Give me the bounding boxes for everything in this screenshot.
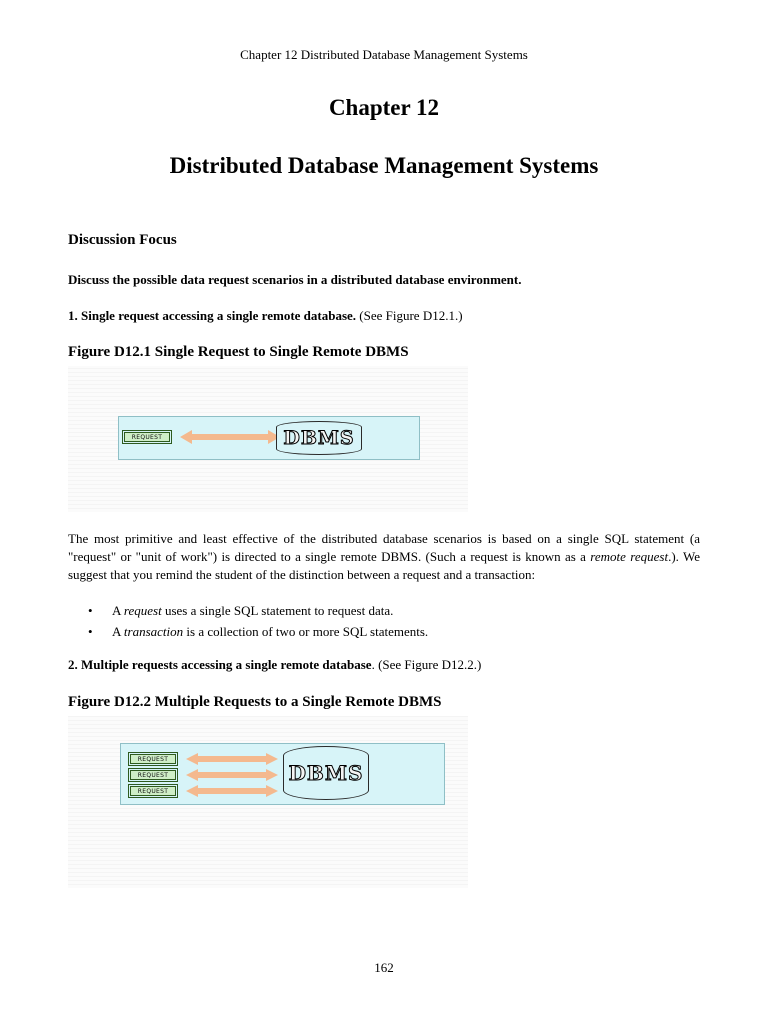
bidirectional-arrow (180, 428, 280, 446)
scenario-1-lead: 1. Single request accessing a single remote database. (68, 308, 357, 323)
request-box: REQUEST (130, 770, 176, 780)
discussion-question: Discuss the possible data request scenarios in a distributed database environment. (68, 272, 522, 287)
scenario-2-ref: . (See Figure D12.2.) (371, 657, 482, 672)
request-box: REQUEST (130, 786, 176, 796)
chapter-number: Chapter 12 (328, 95, 440, 120)
request-box: REQUEST (124, 432, 170, 442)
figure-2-caption: Figure D12.2 Multiple Requests to a Single Remote DBMS (68, 694, 442, 710)
figure-1-caption: Figure D12.1 Single Request to Single Remote DBMS (68, 344, 409, 360)
chapter-title: Distributed Database Management Systems (169, 153, 599, 178)
scenario-2 (68, 657, 481, 673)
bullet-list (88, 603, 428, 645)
bullet-icon: • (88, 624, 93, 639)
running-header: Chapter 12 Distributed Database Management Systems (240, 47, 528, 62)
bullet-request: • A request uses a single SQL statement to request data. (88, 603, 394, 618)
scenario-1 (68, 308, 463, 324)
scenario-2-lead: 2. Multiple requests accessing a single remote database (68, 657, 372, 672)
figure-1 (68, 366, 468, 512)
section-heading: Discussion Focus (68, 232, 177, 248)
dbms-label: DBMS (288, 761, 364, 785)
page-number: 162 (374, 960, 394, 975)
remote-request-term: remote request (590, 549, 669, 564)
bidirectional-arrows (186, 750, 278, 800)
request-box: REQUEST (130, 754, 176, 764)
dbms-cylinder (276, 421, 362, 455)
figure-2 (68, 716, 468, 888)
dbms-cylinder (283, 746, 369, 800)
dbms-label: DBMS (283, 427, 355, 449)
bullet-transaction: • A transaction is a collection of two or more SQL statements. (88, 624, 429, 639)
body-paragraph: The most primitive and least effective of the distributed database scenarios is based on a single SQL statement (a "request" or "unit of work") is directed to a single remote DBMS. (Such a request is known as a remote request.). We suggest that you remind the student of the distinction between a request and a transaction: (68, 531, 701, 582)
scenario-1-ref: (See Figure D12.1.) (356, 308, 463, 323)
bullet-icon: • (88, 603, 93, 618)
